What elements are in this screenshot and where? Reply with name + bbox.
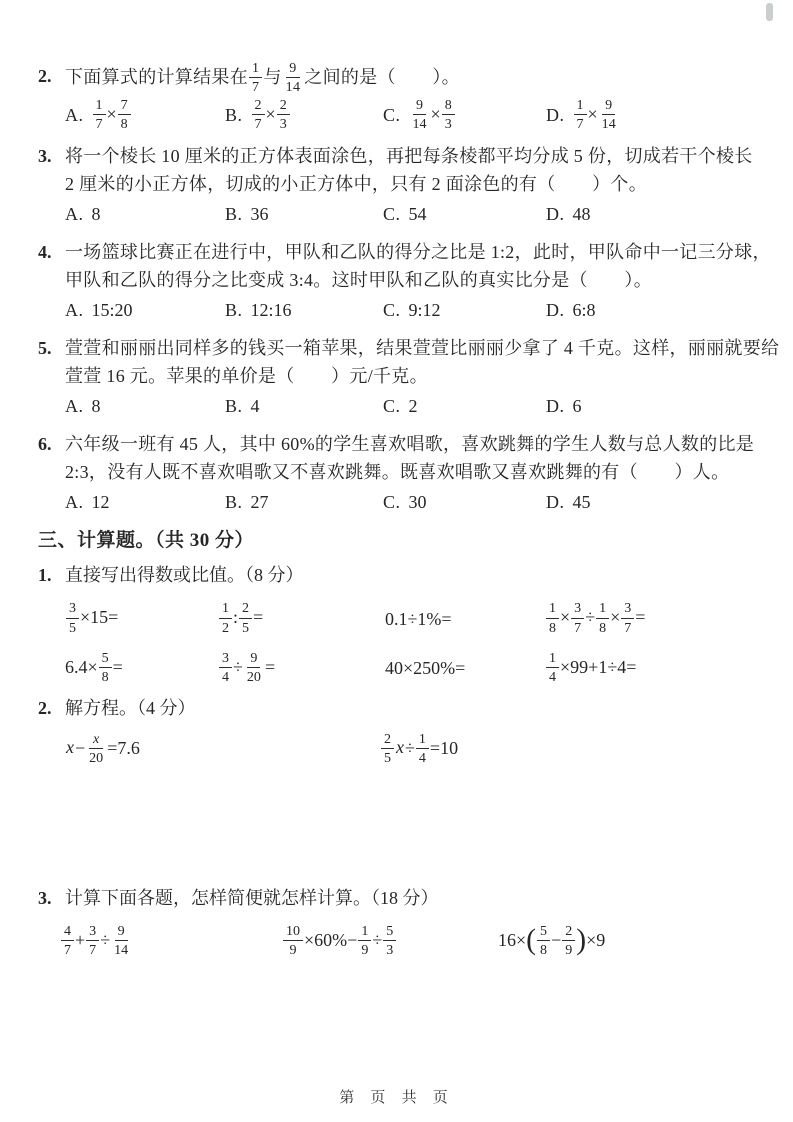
option-c (383, 96, 546, 133)
option-value: $\frac{1}{7}$ × $\frac{9}{14}$ (573, 99, 620, 133)
fraction-numerator: 9 (247, 651, 260, 668)
fraction-denominator: 7 (252, 79, 260, 96)
fraction-numerator (89, 732, 103, 749)
fraction (283, 924, 303, 958)
fraction (562, 924, 575, 958)
fraction (118, 98, 131, 132)
fraction-numerator: 3 (219, 651, 232, 668)
option-value: 8 (91, 396, 101, 417)
option-value: 2 (408, 396, 418, 417)
option-label: B. (225, 204, 243, 225)
option-c (383, 396, 546, 417)
fraction-denominator: 4 (549, 669, 557, 686)
fraction-numerator: 9 (413, 98, 426, 115)
option-label: B. (225, 396, 243, 417)
option-c (383, 492, 546, 513)
fraction (61, 924, 74, 958)
fraction (99, 651, 112, 685)
question (38, 142, 758, 228)
option-value: $\frac{1}{7}$ × $\frac{7}{8}$ (92, 99, 132, 133)
fraction (574, 98, 587, 132)
question-text-line: 甲队和乙队的得分之比变成 3:4。这时甲队和乙队的真实比分是（ ）。 (65, 270, 652, 291)
fraction-denominator: 9 (361, 942, 369, 959)
subquestion-title-2 (38, 694, 758, 723)
options-row (38, 201, 758, 228)
option-label: B. (225, 104, 243, 125)
expression: 16×( $\frac{5}{8}$ − $\frac{2}{9}$ )×9 (498, 923, 606, 959)
option-label: D. (546, 300, 565, 321)
fraction (416, 732, 429, 766)
fraction-numerator: 10 (283, 924, 303, 941)
option-c (383, 300, 546, 321)
exam-content (38, 60, 780, 959)
calc-item: $\frac{1}{2}$ : $\frac{2}{5}$ = (218, 602, 385, 636)
calc-item: $\frac{3}{4}$ ÷ $\frac{9}{20}$ = (218, 652, 385, 686)
question-text-line: 萱萱和丽丽出同样多的钱买一箱苹果，结果萱萱比丽丽少拿了 4 千克。这样，丽丽就要给 (65, 338, 780, 359)
option-value: 27 (250, 492, 269, 513)
option-a (65, 96, 225, 133)
fraction (249, 61, 262, 95)
option-b (225, 396, 383, 417)
fraction-numerator: 4 (61, 924, 74, 941)
option-label: C. (383, 104, 401, 125)
fraction (111, 924, 131, 958)
calc-item: $\frac{1}{8}$ × $\frac{3}{7}$ ÷ $\frac{1}{8}$ × $\frac{3}{7}$ = (545, 602, 758, 636)
calc-item: $\frac{3}{5}$ ×15= (65, 602, 218, 636)
fraction-numerator: 1 (596, 601, 609, 618)
scrollbar-thumb[interactable] (766, 3, 773, 21)
option-value: 48 (572, 204, 591, 225)
equation: x− $\frac{x}{20}$ =7.6 (66, 730, 140, 766)
option-label: D. (546, 396, 565, 417)
option-value: 4 (250, 396, 260, 417)
option-value: $\frac{2}{7}$ × $\frac{2}{3}$ (251, 99, 291, 133)
open-paren: ( (526, 923, 537, 956)
fraction (66, 601, 79, 635)
fraction-denominator: 9 (565, 942, 573, 959)
subquestion-number: 3. (38, 888, 52, 909)
fraction-numerator: 1 (358, 924, 371, 941)
fraction-numerator: 3 (66, 601, 79, 618)
fraction (358, 924, 371, 958)
fraction (219, 651, 232, 685)
option-d (546, 300, 758, 321)
question-number: 5. (38, 338, 52, 359)
fraction-denominator: 5 (69, 619, 77, 636)
fraction (93, 98, 106, 132)
option-label: C. (383, 492, 401, 513)
question-text-line: 将一个棱长 10 厘米的正方体表面涂色，再把每条棱都平均分成 5 份，切成若干个棱长 (65, 146, 753, 167)
subquestion-number: 2. (38, 697, 52, 718)
fraction (283, 61, 304, 95)
subquestion-text: 直接写出得数或比值。（8 分） (65, 565, 304, 586)
fraction-numerator: 2 (239, 601, 252, 618)
options-row (38, 96, 758, 133)
fraction (277, 98, 290, 132)
expression: $\frac{10}{9}$ ×60%− $\frac{1}{9}$ ÷ $\frac{5}{3}$ (282, 925, 498, 959)
option-value: 45 (572, 492, 591, 513)
fraction (252, 98, 265, 132)
fraction-numerator: 3 (86, 924, 99, 941)
option-value: 12:16 (250, 300, 292, 321)
subquestion-title-3 (38, 884, 758, 913)
expression: $\frac{4}{7}$ + $\frac{3}{7}$ ÷ $\frac{9}{14}$ (60, 925, 282, 959)
option-a (65, 396, 225, 417)
question-number: 3. (38, 146, 52, 167)
option-label: A. (65, 104, 84, 125)
fraction-numerator: 5 (99, 651, 112, 668)
fraction-numerator: 5 (383, 924, 396, 941)
options-row (38, 489, 758, 516)
fraction-denominator: 7 (574, 619, 582, 636)
fraction-denominator: 14 (412, 115, 427, 132)
fraction-numerator: 1 (416, 732, 429, 749)
option-d (546, 492, 758, 513)
variable-x: x (396, 737, 405, 758)
fraction-denominator: 8 (101, 669, 109, 686)
choice-question-list (38, 60, 780, 516)
subquestion-text: 解方程。（4 分） (65, 697, 196, 718)
option-label: A. (65, 300, 84, 321)
fraction (571, 601, 584, 635)
oral-calculation-grid (38, 602, 758, 685)
subquestion-number: 1. (38, 565, 52, 586)
fraction-denominator: 7 (95, 115, 103, 132)
fraction-denominator: 3 (444, 115, 452, 132)
calc-item: 6.4× $\frac{5}{8}$ = (65, 649, 123, 686)
fraction-numerator: 1 (546, 601, 559, 618)
option-label: A. (65, 204, 84, 225)
option-a (65, 204, 225, 225)
options-row (38, 297, 758, 324)
option-label: D. (546, 104, 565, 125)
fraction-numerator: 1 (249, 61, 262, 78)
option-value: 8 (91, 204, 101, 225)
option-label: C. (383, 300, 401, 321)
option-a (65, 300, 225, 321)
question (38, 334, 780, 420)
fraction-denominator: 7 (64, 942, 72, 959)
option-d (546, 204, 758, 225)
option-label: D. (546, 492, 565, 513)
fraction-denominator: 9 (289, 942, 297, 959)
option-c (383, 204, 546, 225)
calc-item: 0.1÷1%= (385, 608, 452, 629)
fraction-numerator: 2 (252, 98, 265, 115)
question-text-line: 六年级一班有 45 人，其中 60%的学生喜欢唱歌，喜欢跳舞的学生人数与总人数的比是 (65, 434, 755, 455)
option-label: B. (225, 300, 243, 321)
option-value: 15:20 (91, 300, 133, 321)
question-text-line: 2 厘米的小正方体，切成的小正方体中，只有 2 面涂色的有（ ）个。 (65, 174, 647, 195)
fraction-denominator: 7 (576, 115, 584, 132)
option-value: $\frac{9}{14}$ × $\frac{8}{3}$ (409, 99, 456, 133)
option-d (546, 96, 758, 133)
option-b (225, 204, 383, 225)
fraction-denominator: 5 (384, 749, 392, 766)
fraction-numerator: 9 (602, 98, 615, 115)
question-text-line: 萱萱 16 元。苹果的单价是（ ）元/千克。 (65, 366, 428, 387)
fraction (86, 924, 99, 958)
option-value: 6 (572, 396, 582, 417)
fraction (410, 98, 430, 132)
calc-item: $\frac{1}{4}$ ×99+1÷4= (545, 652, 758, 686)
fraction-denominator: 2 (222, 619, 230, 636)
fraction-numerator: 2 (381, 732, 394, 749)
fraction-denominator: 8 (549, 619, 557, 636)
option-label: B. (225, 492, 243, 513)
fraction-numerator: 5 (537, 924, 550, 941)
section-title: 三、计算题。（共 30 分） (38, 530, 255, 552)
fraction-denominator: 8 (540, 942, 548, 959)
fraction-denominator: 4 (418, 749, 426, 766)
fraction-denominator: 20 (89, 749, 104, 766)
option-label: A. (65, 396, 84, 417)
option-value: 36 (250, 204, 269, 225)
option-value: 12 (91, 492, 110, 513)
fraction-denominator: 7 (624, 619, 632, 636)
fraction (86, 732, 106, 766)
question (38, 62, 758, 132)
fraction-denominator: 7 (254, 115, 262, 132)
fraction-denominator: 4 (222, 669, 230, 686)
question-number: 4. (38, 242, 52, 263)
fraction-denominator: 7 (89, 942, 97, 959)
question-text-line: 一场篮球比赛正在进行中，甲队和乙队的得分之比是 1:2，此时，甲队命中一记三分球， (65, 242, 771, 263)
question (38, 238, 771, 324)
fraction-denominator: 8 (120, 115, 128, 132)
fraction-numerator: 1 (546, 651, 559, 668)
fraction-numerator: 8 (442, 98, 455, 115)
variable-x: x (66, 737, 74, 758)
fraction-denominator: 20 (246, 669, 261, 686)
option-value: 54 (408, 204, 427, 225)
fraction-denominator: 14 (601, 115, 616, 132)
equation: $\frac{2}{5}$ x÷ $\frac{1}{4}$ =10 (380, 733, 758, 767)
fraction-numerator: 7 (118, 98, 131, 115)
options-row (38, 393, 758, 420)
option-a (65, 492, 225, 513)
fraction-numerator: 9 (115, 924, 128, 941)
fraction (442, 98, 455, 132)
footer-page-label: 第 页 共 页 (339, 1089, 454, 1106)
fraction-numerator: 9 (286, 61, 299, 78)
option-value: 9:12 (408, 300, 441, 321)
fraction-denominator: 3 (279, 115, 287, 132)
fraction-denominator: 5 (242, 619, 250, 636)
fraction (381, 732, 394, 766)
fraction-numerator: 1 (574, 98, 587, 115)
fraction-denominator: 3 (386, 942, 394, 959)
option-b (225, 492, 383, 513)
fraction (546, 601, 559, 635)
question-text-line: 下面算式的计算结果在 $\frac{1}{7}$ 与 $\frac{9}{14}$ 之间的是（ ）。 (65, 60, 460, 96)
fraction (537, 924, 550, 958)
fraction-numerator: 1 (219, 601, 232, 618)
subquestion-text: 计算下面各题，怎样简便就怎样计算。（18 分） (65, 888, 439, 909)
fraction-denominator: 14 (285, 79, 301, 96)
fraction (244, 651, 264, 685)
fraction (546, 651, 559, 685)
fraction-denominator: 14 (114, 942, 129, 959)
option-value: 30 (408, 492, 427, 513)
fraction-numerator: 2 (277, 98, 290, 115)
fraction (239, 601, 252, 635)
fraction (621, 601, 634, 635)
variable-x: x (93, 730, 100, 747)
option-label: A. (65, 492, 84, 513)
fraction (596, 601, 609, 635)
fraction-numerator: 3 (571, 601, 584, 618)
option-b (225, 300, 383, 321)
fraction-numerator: 1 (93, 98, 106, 115)
question-number: 2. (38, 66, 52, 86)
option-label: C. (383, 204, 401, 225)
fraction (219, 601, 232, 635)
option-label: D. (546, 204, 565, 225)
simplify-expressions-row (38, 925, 758, 959)
question (38, 430, 758, 516)
option-label: C. (383, 396, 401, 417)
close-paren: ) (576, 923, 587, 956)
equations-row (38, 730, 758, 767)
question-number: 6. (38, 434, 52, 455)
fraction-denominator: 8 (599, 619, 607, 636)
option-d (546, 396, 758, 417)
fraction (383, 924, 396, 958)
fraction (599, 98, 619, 132)
option-value: 6:8 (572, 300, 596, 321)
fraction-numerator: 3 (621, 601, 634, 618)
question-text-line: 2:3，没有人既不喜欢唱歌又不喜欢跳舞。既喜欢唱歌又喜欢跳舞的有（ ）人。 (65, 462, 730, 483)
fraction-numerator: 2 (562, 924, 575, 941)
subquestion-title-1 (38, 561, 758, 590)
calc-item: 40×250%= (385, 658, 466, 679)
option-b (225, 96, 383, 133)
